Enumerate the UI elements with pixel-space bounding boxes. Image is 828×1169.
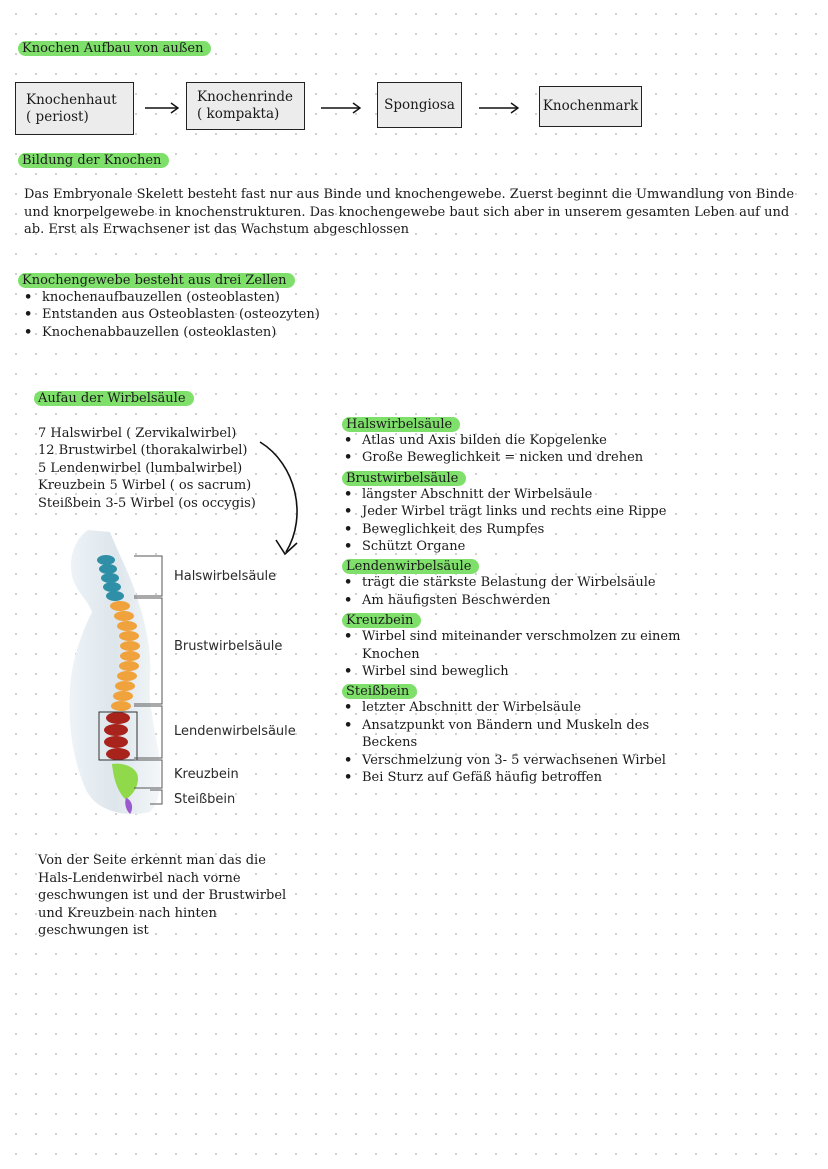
list-item: • Am häufigsten Beschwerden bbox=[342, 592, 762, 609]
list-item: • trägt die stärkste Belastung der Wirbelsäule bbox=[342, 574, 762, 591]
vertebra-count-line: 12 Brustwirbel (thorakalwirbel) bbox=[38, 443, 248, 459]
list-item: • Schützt Organe bbox=[342, 538, 762, 555]
list-item: • Ansatzpunkt von Bändern und Muskeln des Beckens bbox=[342, 717, 762, 752]
arrow-right-icon bbox=[320, 101, 362, 115]
spine-label-brust: Brustwirbelsäule bbox=[174, 639, 283, 654]
region-title-lenden: Lendenwirbelsäule bbox=[342, 559, 479, 574]
region-title-kreuz: Kreuzbein bbox=[342, 613, 421, 628]
cells-list bbox=[22, 289, 382, 341]
vertebra-counts bbox=[38, 425, 256, 512]
list-item: • Wirbel sind miteinander verschmolzen zu einem Knochen bbox=[342, 628, 762, 663]
list-item: • letzter Abschnitt der Wirbelsäule bbox=[342, 699, 762, 716]
region-title-steiss: Steißbein bbox=[342, 684, 417, 699]
section-title-cells: Knochengewebe besteht aus drei Zellen bbox=[18, 273, 295, 288]
vertebra-count-line: 5 Lendenwirbel (lumbalwirbel) bbox=[38, 460, 243, 476]
section-title-spine: Aufau der Wirbelsäule bbox=[34, 391, 194, 406]
region-title-hals: Halswirbelsäule bbox=[342, 417, 460, 432]
list-item: • Beweglichkeit des Rumpfes bbox=[342, 521, 762, 538]
list-item: • Entstanden aus Osteoblasten (osteozyten) bbox=[22, 306, 382, 323]
spine-brackets bbox=[130, 550, 166, 810]
list-item: • Knochenabbauzellen (osteoklasten) bbox=[22, 324, 382, 341]
flow-box-kompakta-label: Knochenrinde ( kompakta) bbox=[197, 89, 293, 122]
vertebra-count-line: 7 Halswirbel ( Zervikalwirbel) bbox=[38, 426, 237, 441]
spine-label-kreuz: Kreuzbein bbox=[174, 767, 239, 782]
region-title-brust: Brustwirbelsäule bbox=[342, 471, 466, 486]
curved-arrow-icon bbox=[250, 436, 310, 560]
flow-box-spongiosa-label: Spongiosa bbox=[384, 96, 455, 113]
flow-box-spongiosa bbox=[377, 82, 462, 128]
flow-box-kompakta bbox=[186, 82, 305, 130]
list-item: • knochenaufbauzellen (osteoblasten) bbox=[22, 289, 382, 306]
list-item: • Große Beweglichkeit = nicken und drehen bbox=[342, 449, 762, 466]
formation-paragraph: Das Embryonale Skelett besteht fast nur aus Binde und knochengewebe. Zuerst beginnt die Umwandlung von Binde und knorpelgewebe in knochenstrukturen. Das knochengewebe baut sich aber in unserem gesamten Leben auf und ab. Erst als Erwachsener ist das Wachstum abgeschlossen bbox=[24, 187, 795, 237]
side-note: Von der Seite erkennt man das die Hals-Lendenwirbel nach vorne geschwungen ist und der Brustwirbel und Kreuzbein nach hinten geschwungen ist bbox=[38, 853, 287, 938]
list-item: • längster Abschnitt der Wirbelsäule bbox=[342, 486, 762, 503]
region-list-lenden bbox=[342, 574, 762, 609]
section-title-formation: Bildung der Knochen bbox=[18, 153, 169, 168]
vertebra-count-line: Kreuzbein 5 Wirbel ( os sacrum) bbox=[38, 478, 252, 494]
list-item: • Atlas und Axis bilden die Kopgelenke bbox=[342, 432, 762, 449]
region-list-hals bbox=[342, 432, 762, 467]
regions-column bbox=[342, 413, 762, 787]
spine-label-hals: Halswirbelsäule bbox=[174, 569, 277, 584]
list-item: • Wirbel sind beweglich bbox=[342, 663, 762, 680]
flow-box-knochenmark-label: Knochenmark bbox=[542, 98, 639, 114]
spine-label-steiss: Steißbein bbox=[174, 792, 236, 807]
list-item: • Bei Sturz auf Gefäß häufig betroffen bbox=[342, 769, 762, 786]
arrow-right-icon bbox=[478, 101, 520, 115]
arrow-right-icon bbox=[144, 101, 180, 115]
region-list-kreuz bbox=[342, 628, 762, 680]
vertebra-count-line: Steißbein 3-5 Wirbel (os occygis) bbox=[38, 495, 256, 511]
flow-box-periost-label: Knochenhaut ( periost) bbox=[26, 91, 117, 125]
list-item: • Verschmelzung von 3- 5 verwachsenen Wirbel bbox=[342, 752, 762, 769]
spine-label-lenden: Lendenwirbelsäule bbox=[174, 724, 296, 739]
section-title-structure: Knochen Aufbau von außen bbox=[18, 41, 211, 56]
list-item: • Jeder Wirbel trägt links und rechts eine Rippe bbox=[342, 503, 762, 520]
region-list-steiss bbox=[342, 699, 762, 786]
flow-box-knochenmark bbox=[539, 86, 642, 127]
region-list-brust bbox=[342, 486, 762, 556]
flow-box-periost bbox=[15, 82, 134, 135]
